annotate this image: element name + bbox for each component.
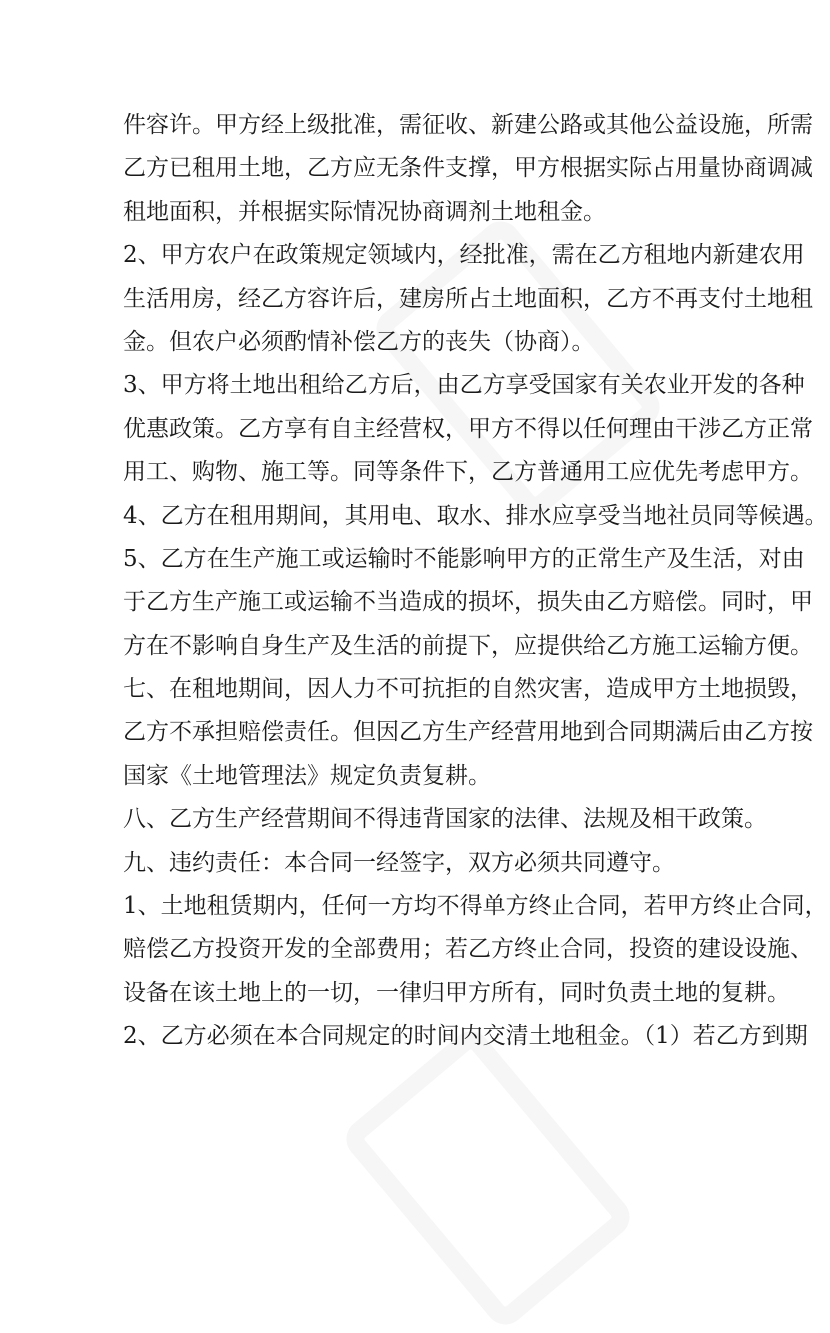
text-line: 九、违约责任：本合同一经签字，双方必须共同遵守。: [123, 849, 675, 876]
text-line: 租地面积，并根据实际情况协商调剂土地租金。: [123, 198, 606, 225]
text-line: 方在不影响自身生产及生活的前提下，应提供给乙方施工运输方便。: [123, 632, 813, 659]
text-line: 乙方不承担赔偿责任。但因乙方生产经营用地到合同期满后由乙方按: [123, 719, 813, 746]
text-line: 赔偿乙方投资开发的全部费用；若乙方终止合同，投资的建设设施、: [123, 936, 813, 963]
document-body: [123, 108, 828, 1063]
text-line: 4、乙方在租用期间，其用电、取水、排水应享受当地社员同等候遇。: [123, 502, 828, 529]
watermark-logo: [338, 1023, 637, 1332]
text-line: 八、乙方生产经营期间不得违背国家的法律、法规及相干政策。: [123, 806, 767, 833]
text-line: 2、甲方农户在政策规定领域内，经批准，需在乙方租地内新建农用: [123, 242, 805, 269]
text-line: 用工、购物、施工等。同等条件下，乙方普通用工应优先考虑甲方。: [123, 459, 813, 486]
text-line: 设备在该土地上的一切，一律归甲方所有，同时负责土地的复耕。: [123, 979, 790, 1006]
text-line: 金。但农户必须酌情补偿乙方的丧失（协商）。: [123, 328, 595, 355]
text-line: 国家《土地管理法》规定负责复耕。: [123, 762, 491, 789]
text-line: 5、乙方在生产施工或运输时不能影响甲方的正常生产及生活，对由: [123, 545, 805, 572]
text-line: 优惠政策。乙方享有自主经营权，甲方不得以任何理由干涉乙方正常: [123, 415, 813, 442]
text-line: 2、乙方必须在本合同规定的时间内交清土地租金。（1）若乙方到期: [123, 1023, 808, 1050]
text-line: 乙方已租用土地，乙方应无条件支撑，甲方根据实际占用量协商调减: [123, 155, 813, 182]
text-line: 七、在租地期间，因人力不可抗拒的自然灾害，造成甲方土地损毁，: [123, 676, 813, 703]
text-line: 生活用房，经乙方容许后，建房所占土地面积，乙方不再支付土地租: [123, 285, 813, 312]
text-line: 于乙方生产施工或运输不当造成的损坏，损失由乙方赔偿。同时，甲: [123, 589, 813, 616]
text-line: 3、甲方将土地出租给乙方后，由乙方享受国家有关农业开发的各种: [123, 372, 805, 399]
text-line: 1、土地租赁期内，任何一方均不得单方终止合同，若甲方终止合同，: [123, 893, 828, 920]
text-line: 件容许。甲方经上级批准，需征收、新建公路或其他公益设施，所需: [123, 112, 813, 138]
